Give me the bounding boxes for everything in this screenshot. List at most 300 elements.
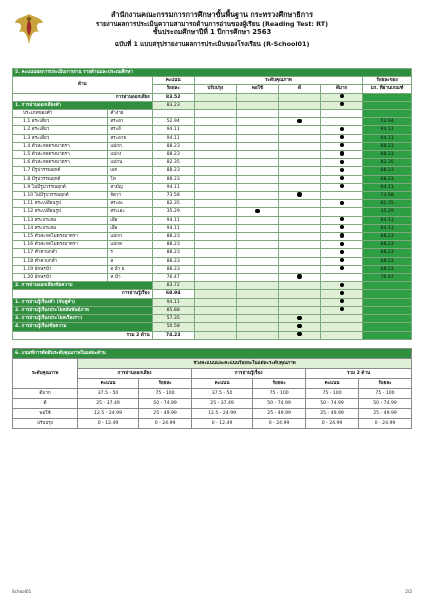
level-cell: [321, 331, 363, 339]
level-cell: [194, 224, 236, 232]
row-score: 68.94: [152, 290, 194, 298]
level-cell: [236, 183, 278, 191]
row-label: 1.15 ตัวสะกดไม่ตรงมาตรา: [13, 233, 108, 241]
row-label: 1.4 ตัวสะกดตรงมาตรา: [13, 142, 108, 150]
level-cell: [321, 298, 363, 306]
crit-sub-pct: ร้อยละ: [139, 378, 192, 388]
row-category: เอก: [108, 167, 152, 175]
level-marker-icon: [340, 143, 344, 147]
row-pass-pct: [363, 306, 412, 314]
table-row: [13, 93, 412, 101]
row-score: 35.29: [152, 208, 194, 216]
level-cell: [236, 175, 278, 183]
crit-sub-pct: ร้อยละ: [253, 378, 306, 388]
level-cell: [236, 216, 278, 224]
level-cell: [236, 257, 278, 265]
level-cell: [321, 216, 363, 224]
row-label: 1.17 คำควบกล้ำ: [13, 249, 108, 257]
level-cell: [236, 315, 278, 323]
row-pass-pct: [363, 101, 412, 109]
level-cell: [194, 93, 236, 101]
crit-group-3: รวม 2 ด้าน: [306, 368, 412, 378]
level-cell: [278, 216, 320, 224]
row-category: โท: [108, 175, 152, 183]
criteria-value: 75 - 100: [359, 388, 412, 398]
level-cell: [236, 192, 278, 200]
level-cell: [321, 159, 363, 167]
criteria-value: 0 - 12.49: [78, 418, 139, 428]
level-marker-icon: [340, 160, 344, 164]
row-pass-pct: 82.35: [363, 159, 412, 167]
row-pass-pct: 35.29: [363, 208, 412, 216]
level-cell: [194, 298, 236, 306]
level-cell: [321, 265, 363, 273]
row-category: สระอา: [108, 118, 152, 126]
row-label: 1.9 ไม่มีรูปวรรณยุกต์: [13, 183, 108, 191]
col-score-bottom: ร้อยละ: [152, 85, 194, 93]
criteria-value: 25 - 49.99: [359, 408, 412, 418]
criteria-level: ดีมาก: [13, 388, 78, 398]
row-category: แม่กก: [108, 233, 152, 241]
level-cell: [321, 200, 363, 208]
level-cell: [321, 274, 363, 282]
criteria-value: 0 - 24.99: [306, 418, 359, 428]
level-cell: [278, 93, 320, 101]
table-row: [13, 110, 412, 118]
row-category: สระเอะ: [108, 208, 152, 216]
row-pass-pct: 88.23: [363, 233, 412, 241]
level-cell: [236, 208, 278, 216]
table-row: [13, 183, 412, 191]
row-score: 82.35: [152, 159, 194, 167]
row-category: สระอะ: [108, 200, 152, 208]
level-cell: [194, 134, 236, 142]
level-marker-icon: [340, 201, 344, 205]
row-score: 73.58: [152, 192, 194, 200]
table-row: [13, 200, 412, 208]
level-marker-icon: [297, 324, 301, 328]
level-cell: [278, 298, 320, 306]
row-label: 1.8 มีรูปวรรณยุกต์: [13, 175, 108, 183]
level-cell: [278, 134, 320, 142]
row-score: [152, 110, 194, 118]
level-cell: [278, 183, 320, 191]
level-cell: [236, 274, 278, 282]
level-cell: [194, 257, 236, 265]
row-score: 50.58: [152, 323, 194, 331]
level-cell: [194, 265, 236, 273]
level-cell: [236, 241, 278, 249]
level-cell: [236, 151, 278, 159]
level-cell: [278, 233, 320, 241]
row-score: 74.23: [152, 331, 194, 339]
row-category: แม่กน: [108, 159, 152, 167]
level-cell: [278, 110, 320, 118]
level-cell: [321, 249, 363, 257]
col-level-3: ดี: [278, 85, 320, 93]
level-cell: [321, 134, 363, 142]
row-score: 88.23: [152, 167, 194, 175]
crit-group-2: การอ่านรู้เรื่อง: [192, 368, 306, 378]
table-row: [13, 167, 412, 175]
level-cell: [236, 118, 278, 126]
row-pass-pct: 88.23: [363, 175, 412, 183]
table-row: [13, 101, 412, 109]
table-row: [13, 224, 412, 232]
level-cell: [194, 151, 236, 159]
col-topic: ด้าน: [13, 77, 153, 93]
level-cell: [236, 323, 278, 331]
level-marker-icon: [340, 242, 344, 246]
level-marker-icon: [297, 119, 301, 123]
report-titles: [54, 10, 370, 48]
garuda-emblem-icon: [12, 10, 46, 48]
level-cell: [236, 93, 278, 101]
level-cell: [278, 290, 320, 298]
row-label: 1.7 มีรูปวรรณยุกต์: [13, 167, 108, 175]
row-score: 94.11: [152, 216, 194, 224]
row-label: 1.5 ตัวสะกดตรงมาตรา: [13, 151, 108, 159]
footer-page: 2/2: [405, 589, 412, 594]
row-pass-pct: 88.23: [363, 167, 412, 175]
level-cell: [194, 101, 236, 109]
row-label: 2. การอ่านรู้เรื่องประโยคสัมพันธ์ภาพ: [13, 306, 153, 314]
col-right-top: ร้อยละของ: [363, 77, 412, 85]
level-cell: [321, 183, 363, 191]
criteria-value: 25 - 49.99: [139, 408, 192, 418]
level-cell: [236, 249, 278, 257]
level-marker-icon: [340, 266, 344, 270]
level-cell: [278, 265, 320, 273]
row-category: สามัญ: [108, 183, 152, 191]
row-label: 1.13 สระประสม: [13, 216, 108, 224]
row-label: 1.19 อักษรนำ: [13, 265, 108, 273]
level-cell: [278, 315, 320, 323]
row-pass-pct: 94.11: [363, 183, 412, 191]
level-cell: [236, 233, 278, 241]
level-cell: [278, 101, 320, 109]
row-category: ห นำ: [108, 274, 152, 282]
level-cell: [278, 224, 320, 232]
criteria-value: 75 - 100: [139, 388, 192, 398]
row-pass-pct: [363, 331, 412, 339]
criteria-level: ปรับปรุง: [13, 418, 78, 428]
row-label: 1. การอ่านรู้เรื่องคำ (จับคู่คำ): [13, 298, 153, 306]
level-cell: [321, 167, 363, 175]
level-cell: [278, 241, 320, 249]
col-level-4: ดีมาก: [321, 85, 363, 93]
criteria-value: 0 - 24.99: [359, 418, 412, 428]
report-title: รายงานผลการประเมินความสามารถด้านการอ่านของผู้เรียน (Reading Test: RT): [95, 19, 329, 28]
level-cell: [194, 315, 236, 323]
section6-title: 6. เกณฑ์การตัดสินระดับคุณภาพในแต่ละด้าน: [13, 348, 412, 358]
crit-sub-pct: ร้อยละ: [359, 378, 412, 388]
level-cell: [321, 257, 363, 265]
row-score: 85.88: [152, 306, 194, 314]
criteria-value: 25 - 49.99: [306, 408, 359, 418]
criteria-value: 25 - 49.99: [253, 408, 306, 418]
row-score: 88.23: [152, 151, 194, 159]
criteria-row: [13, 388, 412, 398]
level-cell: [236, 126, 278, 134]
level-cell: [236, 134, 278, 142]
report-header: [12, 10, 412, 68]
table-row: [13, 151, 412, 159]
criteria-value: 25 - 37.49: [192, 398, 253, 408]
row-label: รวม 2 ด้าน: [13, 331, 153, 339]
row-score: 82.35: [152, 200, 194, 208]
table-row: [13, 192, 412, 200]
row-category: สระอาย: [108, 134, 152, 142]
row-pass-pct: 52.94: [363, 118, 412, 126]
level-cell: [194, 274, 236, 282]
row-label: 1.11 สระเปลี่ยนรูป: [13, 200, 108, 208]
level-marker-icon: [340, 94, 344, 98]
criteria-value: 50 - 74.99: [359, 398, 412, 408]
table-row: [13, 126, 412, 134]
criteria-row: [13, 408, 412, 418]
table-row: [13, 282, 412, 290]
criteria-value: 0 - 24.99: [253, 418, 306, 428]
row-pass-pct: [363, 298, 412, 306]
level-marker-icon: [340, 299, 344, 303]
level-cell: [278, 118, 320, 126]
level-cell: [194, 233, 236, 241]
level-cell: [236, 167, 278, 175]
table-row: [13, 331, 412, 339]
level-cell: [194, 200, 236, 208]
row-category: เอีย: [108, 216, 152, 224]
row-score: 94.11: [152, 134, 194, 142]
row-label: การอ่านออกเสียง: [13, 93, 153, 101]
level-cell: [278, 208, 320, 216]
level-cell: [321, 282, 363, 290]
crit-col-level: ระดับคุณภาพ: [13, 358, 78, 388]
table-row: [13, 208, 412, 216]
row-score: 94.11: [152, 126, 194, 134]
row-score: 57.35: [152, 315, 194, 323]
level-cell: [278, 142, 320, 150]
row-label: 1.12 สระเปลี่ยนรูป: [13, 208, 108, 216]
level-cell: [194, 241, 236, 249]
criteria-row: [13, 398, 412, 408]
row-label: 1.1 สระเดี่ยว: [13, 118, 108, 126]
row-category: ล: [108, 257, 152, 265]
table-row: [13, 257, 412, 265]
row-pass-pct: 76.47: [363, 274, 412, 282]
table-row: [13, 142, 412, 150]
crit-group-header: ช่วงคะแนนและคะแนนร้อยละในแต่ละระดับคุณภาพ: [78, 358, 412, 368]
row-score: 88.23: [152, 233, 194, 241]
row-score: 94.11: [152, 183, 194, 191]
row-pass-pct: [363, 282, 412, 290]
criteria-level: ดี: [13, 398, 78, 408]
table-row: [13, 290, 412, 298]
level-cell: [194, 216, 236, 224]
table-row: [13, 233, 412, 241]
table-row: [13, 265, 412, 273]
level-cell: [236, 265, 278, 273]
level-cell: [278, 175, 320, 183]
row-score: 88.23: [152, 175, 194, 183]
row-pass-pct: [363, 315, 412, 323]
row-pass-pct: 94.11: [363, 216, 412, 224]
level-cell: [321, 151, 363, 159]
level-marker-icon: [340, 127, 344, 131]
criteria-value: 0 - 24.99: [139, 418, 192, 428]
criteria-value: 12.5 - 24.99: [192, 408, 253, 418]
row-pass-pct: 94.11: [363, 134, 412, 142]
level-cell: [278, 200, 320, 208]
row-label: 2. การอ่านออกเสียงข้อความ: [13, 282, 153, 290]
criteria-value: 37.5 - 50: [78, 388, 139, 398]
row-label: 4. การอ่านรู้เรื่องข้อความ: [13, 323, 153, 331]
level-cell: [278, 331, 320, 339]
criteria-value: 50 - 74.99: [253, 398, 306, 408]
level-cell: [278, 167, 320, 175]
criteria-value: 75 - 100: [306, 388, 359, 398]
level-cell: [194, 159, 236, 167]
level-cell: [236, 224, 278, 232]
level-cell: [321, 118, 363, 126]
row-score: 88.23: [152, 249, 194, 257]
row-label: 1.20 อักษรนำ: [13, 274, 108, 282]
criteria-value: 12.5 - 24.99: [78, 408, 139, 418]
crit-group-1: การอ่านออกเสียง: [78, 368, 192, 378]
row-score: 88.23: [152, 142, 194, 150]
level-cell: [321, 290, 363, 298]
criteria-table: [12, 348, 412, 429]
criteria-value: 50 - 74.99: [306, 398, 359, 408]
row-pass-pct: 88.23: [363, 249, 412, 257]
level-marker-icon: [340, 291, 344, 295]
row-label: 1.14 สระประสม: [13, 224, 108, 232]
level-cell: [278, 323, 320, 331]
row-score: 88.23: [152, 265, 194, 273]
row-score: 76.47: [152, 274, 194, 282]
level-marker-icon: [340, 225, 344, 229]
level-cell: [194, 306, 236, 314]
level-cell: [321, 192, 363, 200]
level-cell: [321, 175, 363, 183]
level-marker-icon: [340, 102, 344, 106]
level-cell: [321, 142, 363, 150]
row-category: สระอี: [108, 126, 152, 134]
level-cell: [194, 249, 236, 257]
level-marker-icon: [297, 192, 301, 196]
crit-sub-score: คะแนน: [192, 378, 253, 388]
row-label: 1. การอ่านออกเสียงคำ: [13, 101, 153, 109]
level-marker-icon: [255, 209, 259, 213]
level-marker-icon: [340, 217, 344, 221]
row-pass-pct: 94.11: [363, 224, 412, 232]
level-cell: [236, 290, 278, 298]
level-cell: [321, 126, 363, 134]
row-pass-pct: 88.23: [363, 241, 412, 249]
level-marker-icon: [297, 274, 301, 278]
col-level-2: พอใช้: [236, 85, 278, 93]
row-score: 83.23: [152, 101, 194, 109]
row-pass-pct: 88.23: [363, 151, 412, 159]
level-marker-icon: [340, 151, 344, 155]
row-label: 1.3 สระเดี่ยว: [13, 134, 108, 142]
level-cell: [194, 126, 236, 134]
level-cell: [321, 224, 363, 232]
level-marker-icon: [340, 307, 344, 311]
table-row: [13, 216, 412, 224]
row-score: 94.11: [152, 224, 194, 232]
crit-sub-score: คะแนน: [306, 378, 359, 388]
level-cell: [278, 274, 320, 282]
assessment-table: [12, 68, 412, 340]
level-marker-icon: [340, 283, 344, 287]
table-row: [13, 274, 412, 282]
row-pass-pct: [363, 93, 412, 101]
level-cell: [194, 192, 236, 200]
crit-sub-score: คะแนน: [78, 378, 139, 388]
level-cell: [236, 159, 278, 167]
row-label: 1.10 ไม่มีรูปวรรณยุกต์: [13, 192, 108, 200]
criteria-rows: [13, 388, 412, 428]
level-cell: [278, 126, 320, 134]
row-pass-pct: 88.23: [363, 142, 412, 150]
level-cell: [194, 183, 236, 191]
criteria-value: 0 - 12.49: [192, 418, 253, 428]
criteria-value: 25 - 37.49: [78, 398, 139, 408]
level-marker-icon: [297, 316, 301, 320]
level-cell: [236, 306, 278, 314]
level-cell: [321, 208, 363, 216]
level-cell: [321, 315, 363, 323]
level-cell: [278, 282, 320, 290]
level-cell: [321, 233, 363, 241]
table-row: [13, 118, 412, 126]
row-pass-pct: 94.11: [363, 126, 412, 134]
level-marker-icon: [340, 135, 344, 139]
page-footer: [12, 589, 412, 594]
criteria-value: 75 - 100: [253, 388, 306, 398]
row-pass-pct: [363, 323, 412, 331]
table-row: [13, 323, 412, 331]
level-marker-icon: [340, 250, 344, 254]
level-marker-icon: [340, 168, 344, 172]
row-category: แม่กง: [108, 151, 152, 159]
row-category: ร: [108, 249, 152, 257]
level-cell: [278, 159, 320, 167]
footer-school: School01: [12, 589, 32, 594]
level-cell: [278, 151, 320, 159]
table-row: [13, 159, 412, 167]
org-title: สำนักงานคณะกรรมการการศึกษาขั้นพื้นฐาน กระทรวงศึกษาธิการ: [111, 10, 313, 19]
row-label: 3. การอ่านรู้เรื่องประโยคเรื่องราว: [13, 315, 153, 323]
table-row: [13, 134, 412, 142]
level-cell: [321, 101, 363, 109]
level-marker-icon: [340, 176, 344, 180]
table-row: [13, 175, 412, 183]
criteria-value: 37.5 - 50: [192, 388, 253, 398]
level-cell: [194, 282, 236, 290]
row-category: จัตวา: [108, 192, 152, 200]
level-cell: [194, 110, 236, 118]
level-cell: [194, 175, 236, 183]
criteria-value: 50 - 74.99: [139, 398, 192, 408]
level-cell: [278, 257, 320, 265]
table-row: [13, 315, 412, 323]
level-marker-icon: [340, 258, 344, 262]
row-score: 88.23: [152, 241, 194, 249]
col-level-1: ปรับปรุง: [194, 85, 236, 93]
row-score: 83.72: [152, 282, 194, 290]
